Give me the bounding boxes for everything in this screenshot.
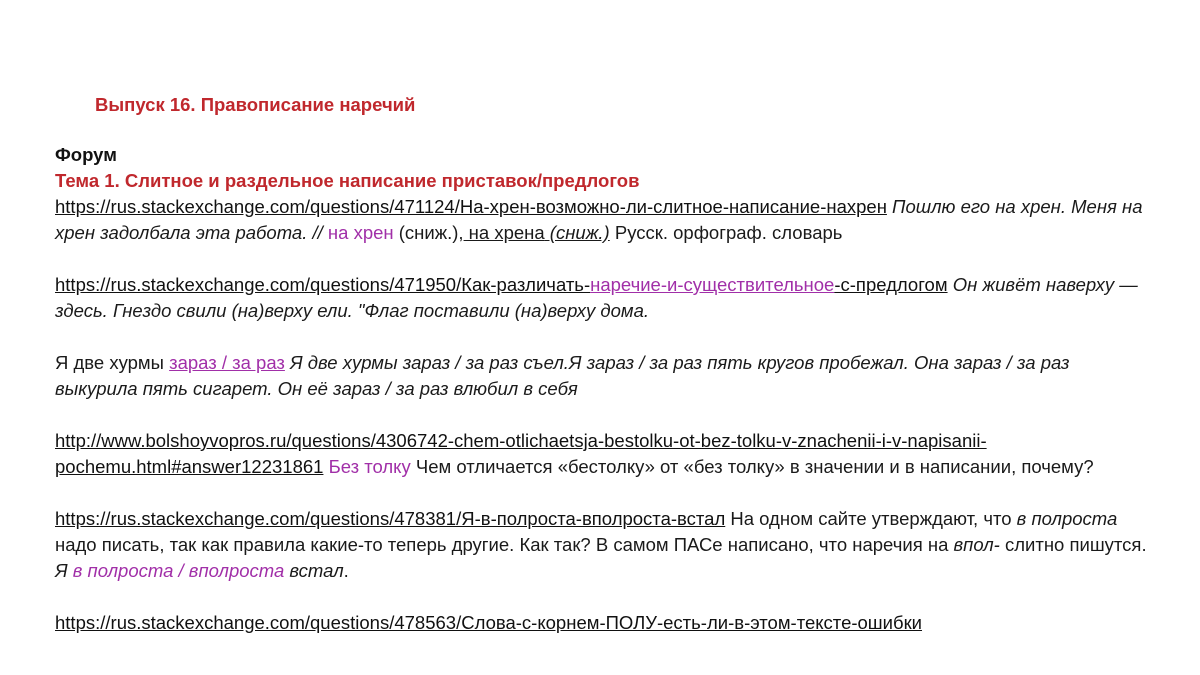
forum-entry-5: [55, 506, 1155, 584]
entry-1-term-2: на хрена: [463, 222, 545, 243]
entry-4-text: Чем отличается «бестолку» от «без толку» в значении и в написании, почему?: [410, 456, 1094, 477]
forum-heading: Форум: [55, 144, 117, 165]
entry-2-link-part-3[interactable]: -с-предлогом: [834, 274, 948, 295]
entry-6-link[interactable]: https://rus.stackexchange.com/questions/478563/Слова-с-корнем-ПОЛУ-есть-ли-в-этом-тексте-ошибки: [55, 612, 923, 633]
forum-entry-3: [55, 350, 1155, 402]
entry-2-link-part-1[interactable]: https://rus.stackexchange.com/questions/471950/Как-различать-: [55, 274, 591, 295]
entry-5-text-3: слитно пишутся.: [999, 534, 1147, 555]
document-page: [55, 92, 1155, 662]
entry-4-term: Без толку: [323, 456, 411, 477]
entry-3-term[interactable]: зараз / за раз: [169, 352, 285, 373]
entry-1-source: Русск. орфограф. словарь: [609, 222, 843, 243]
entry-1-term-1: на хрен: [322, 222, 394, 243]
entry-5-italic-2: впол-: [953, 534, 1000, 555]
issue-title: Выпуск 16. Правописание наречий: [95, 94, 416, 115]
entry-1-note-2: (сниж.): [544, 222, 610, 243]
entry-5-text-4: .: [343, 560, 349, 581]
entry-5-link[interactable]: https://rus.stackexchange.com/questions/478381/Я-в-полроста-вполроста-встал: [55, 508, 726, 529]
entry-1-example: Пошлю его на хрен. Меня на хрен задолбала эта работа. //: [55, 196, 1143, 243]
entry-5-term: в полроста / вполроста: [67, 560, 285, 581]
entry-3-lead: Я две хурмы: [55, 352, 170, 373]
entry-5-italic-1: в полроста: [1016, 508, 1118, 529]
entry-1-link[interactable]: https://rus.stackexchange.com/questions/471124/На-хрен-возможно-ли-слитное-написание-нахрен: [55, 196, 887, 217]
forum-entry-1: [55, 194, 1155, 246]
forum-entry-4: [55, 428, 1155, 480]
entry-2-link-part-2[interactable]: наречие-и-существительное: [590, 274, 835, 295]
forum-entry-6: [55, 610, 1155, 636]
entry-3-example: Я две хурмы зараз / за раз съел.Я зараз / за раз пять кругов пробежал. Она зараз / за раз выкурила пять сигарет. Он её зараз / за раз влюбил в себя: [55, 352, 1070, 399]
forum-entry-2: [55, 272, 1155, 324]
entry-5-text-2: надо писать, так как правила какие-то теперь другие. Как так? В самом ПАСе написано, что наречия на: [55, 534, 954, 555]
entry-5-italic-3: Я: [55, 560, 68, 581]
entry-1-note-1: (сниж.),: [393, 222, 464, 243]
entry-4-link[interactable]: http://www.bolshoyvopros.ru/questions/4306742-chem-otlichaetsja-bestolku-ot-bez-tolku-v-znachenii-i-v-napisanii-pochemu.html#answer12231861: [55, 430, 987, 477]
entry-2-example: Он живёт наверху — здесь. Гнездо свили (на)верху ели. "Флаг поставили (на)верху дома.: [55, 274, 1138, 321]
entry-5-italic-4: встал: [284, 560, 344, 581]
entry-5-text-1: На одном сайте утверждают, что: [725, 508, 1017, 529]
topic-heading: Тема 1. Слитное и раздельное написание приставок/предлогов: [55, 170, 640, 191]
